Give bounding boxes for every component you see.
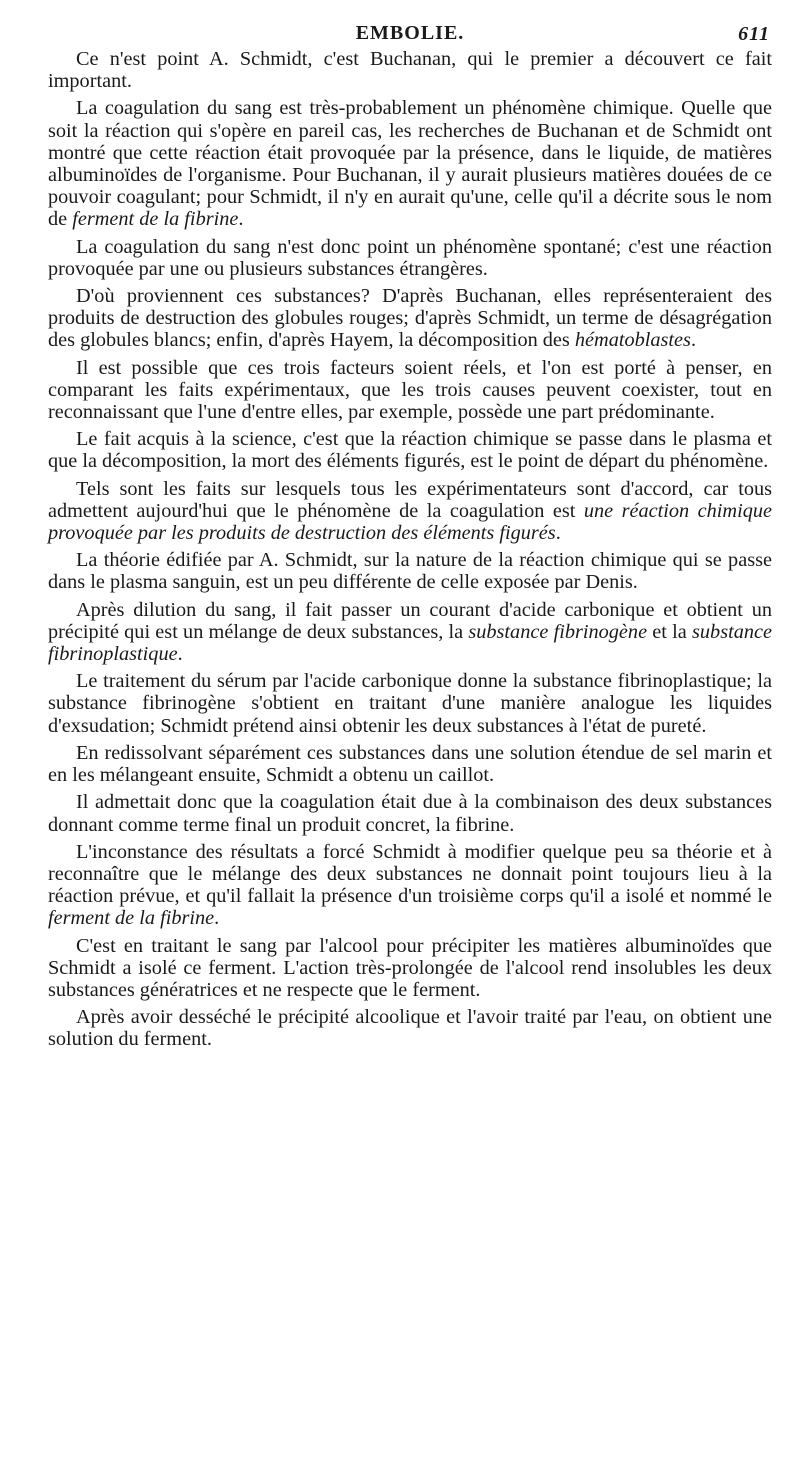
paragraph	[48, 48, 772, 92]
paragraph	[48, 742, 772, 786]
body-text	[48, 48, 772, 1051]
italic-text: ferment de la fibrine	[72, 208, 239, 231]
paragraph	[48, 670, 772, 737]
italic-text: substance fibrinogène	[468, 620, 648, 643]
italic-text: ferment de la fibrine	[48, 907, 215, 930]
text-run: Ce n'est point A. Schmidt, c'est Buchanan, qui le premier a découvert ce fait important.	[48, 48, 772, 93]
paragraph	[48, 935, 772, 1002]
italic-text: une réaction chimique provoquée par les produits de destruction des éléments figurés	[48, 499, 772, 545]
text-run: Le traitement du sérum par l'acide carbonique donne la substance fibrinoplastique; la substance fibrinogène s'obtient en traitant d'une manière analogue les liquides d'exsudation; Schmidt prétend ainsi obtenir les deux substances à l'état de pureté.	[48, 670, 772, 737]
paragraph	[48, 478, 772, 545]
paragraph	[48, 1006, 772, 1050]
text-run: Il admettait donc que la coagulation était due à la combinaison des deux substances donnant comme terme final un produit concret, la fibrine.	[48, 791, 772, 836]
text-run: C'est en traitant le sang par l'alcool pour précipiter les matières albuminoïdes que Schmidt a isolé ce ferment. L'action très-prolongée de l'alcool rend insolubles les deux substances génératrices et ne respecte que le ferment.	[48, 934, 772, 1001]
paragraph	[48, 236, 772, 280]
text-run: L'inconstance des résultats a forcé Schmidt à modifier quelque peu sa théorie et à reconnaître que le mélange des deux substances ne donnait point toujours lieu à la réaction prévue, et qu'il fallait la présence d'un troisième corps qu'il a isolé et nommé le	[48, 840, 772, 908]
paragraph	[48, 97, 772, 230]
text-run: Le fait acquis à la science, c'est que la réaction chimique se passe dans le plasma et que la décomposition, la mort des éléments figurés, est le point de départ du phénomène.	[48, 428, 772, 473]
paragraph	[48, 599, 772, 666]
text-run: Après dilution du sang, il fait passer un courant d'acide carbonique et obtient un précipité qui est un mélange de deux substances, la	[48, 598, 772, 643]
text-run: D'où proviennent ces substances? D'après Buchanan, elles représenteraient des produits de destruction des globules rouges; d'après Schmidt, un terme de désagrégation des globules blancs; enfin, d'après Hayem, la décomposition des	[48, 285, 772, 352]
italic-text: substance fibrinoplastique	[48, 620, 773, 666]
paragraph	[48, 285, 772, 352]
text-run: .	[238, 208, 244, 231]
text-run: Tels sont les faits sur lesquels tous les expérimentateurs sont d'accord, car tous admettent aujourd'hui que le phénomène de la coagulation est	[48, 477, 772, 522]
book-page	[48, 22, 772, 1056]
text-run: .	[690, 329, 697, 352]
text-run: La coagulation du sang n'est donc point un phénomène spontané; c'est une réaction provoquée par une ou plusieurs substances étrangères.	[48, 235, 772, 280]
paragraph	[48, 549, 772, 593]
running-title: EMBOLIE.	[355, 22, 465, 44]
paragraph	[48, 428, 772, 472]
text-run: Il est possible que ces trois facteurs soient réels, et l'on est porté à penser, en comparant les faits expérimentaux, que les trois causes peuvent coexister, tout en reconnaissant que l'une d'entre elles, par exemple, possède une part prédominante.	[48, 356, 772, 424]
text-run: En redissolvant séparément ces substances dans une solution étendue de sel marin et en les mélangeant ensuite, Schmidt a obtenu un caillot.	[48, 741, 772, 787]
text-run: .	[555, 522, 561, 545]
text-run: .	[214, 907, 220, 930]
text-run: et la	[647, 620, 693, 643]
text-run: La coagulation du sang est très-probablement un phénomène chimique. Quelle que soit la réaction qui s'opère en pareil cas, les recherches de Buchanan et de Schmidt ont montré que cette réaction était provoquée par la présence, dans le liquide, de matières albuminoïdes de l'organisme. Pour Buchanan, il y aurait plusieurs matières douées de ce pouvoir coagulant; pour Schmidt, il n'y en aurait qu'une, celle qu'il a décrite sous le nom de	[48, 97, 772, 231]
text-run: Après avoir desséché le précipité alcoolique et l'avoir traité par l'eau, on obtient une solution du ferment.	[48, 1006, 772, 1051]
text-run: La théorie édifiée par A. Schmidt, sur la nature de la réaction chimique qui se passe dans le plasma sanguin, est un peu différente de celle exposée par Denis.	[48, 549, 772, 594]
italic-text: hématoblastes	[574, 329, 691, 352]
text-run: .	[177, 643, 183, 666]
paragraph	[48, 357, 772, 424]
paragraph	[48, 791, 772, 835]
page-number: 611	[738, 23, 770, 45]
paragraph	[48, 841, 772, 930]
running-header	[48, 22, 772, 48]
